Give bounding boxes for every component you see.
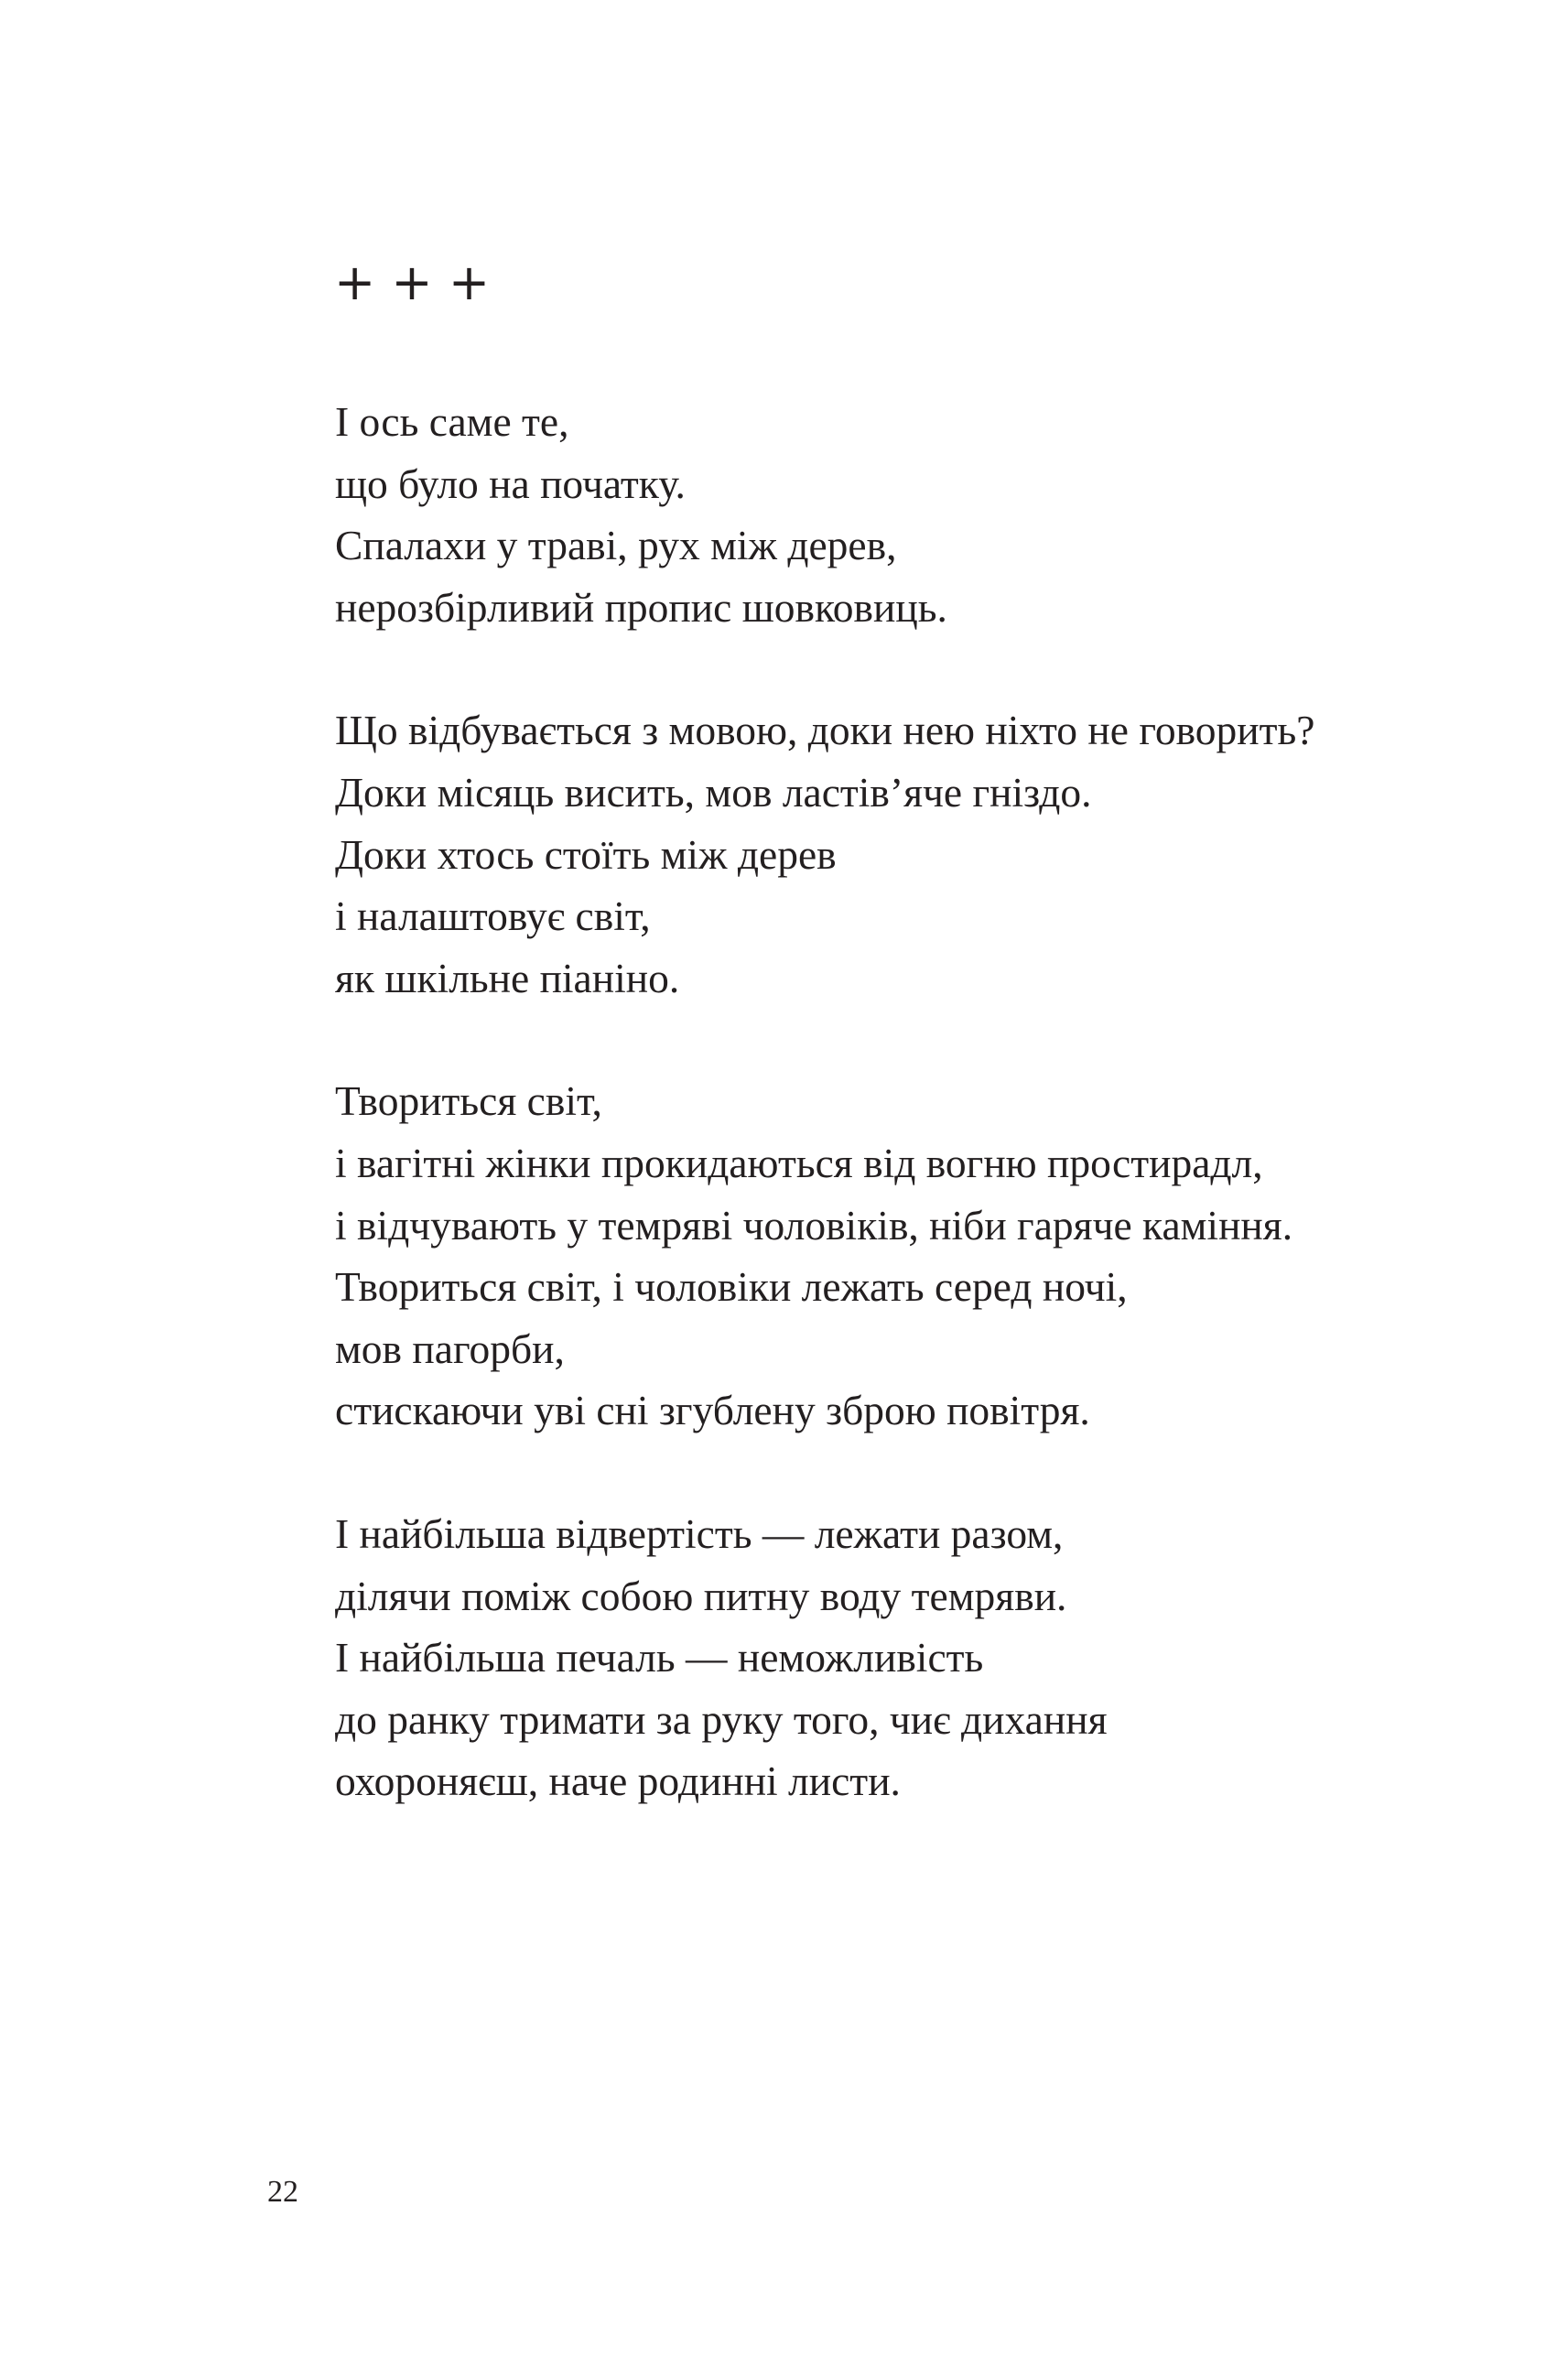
poem-line: Твориться світ, і чоловіки лежать серед ночі, (335, 1263, 1128, 1311)
poem-line: І найбільша відвертість — лежати разом, (335, 1509, 1064, 1557)
poem-line: стискаючи уві сні згублену зброю повітря. (335, 1387, 1090, 1434)
poem-line: І ось саме те, (335, 398, 569, 445)
poem-line: що було на початку. (335, 460, 686, 507)
poem-line: мов пагорби, (335, 1325, 565, 1372)
page-number: 22 (267, 2175, 298, 2209)
stanza-4 (335, 1503, 1479, 1812)
poem (335, 391, 1479, 1874)
stanza-3 (335, 1070, 1479, 1442)
poem-line: Твориться світ, (335, 1077, 602, 1125)
poem-line: нерозбірливий пропис шовковиць. (335, 583, 947, 631)
poem-line: охороняєш, наче родинні листи. (335, 1757, 901, 1805)
poem-line: Що відбувається з мовою, доки нею ніхто не говорить? (335, 707, 1315, 754)
poem-line: Спалахи у траві, рух між дерев, (335, 522, 897, 569)
poem-line: Доки місяць висить, мов ластів’яче гніздо. (335, 768, 1092, 816)
poem-line: до ранку тримати за руку того, чиє дихання (335, 1695, 1108, 1743)
stanza-1 (335, 391, 1479, 638)
poem-line: і вагітні жінки прокидаються від вогню простирадл, (335, 1139, 1263, 1186)
poem-line: І найбільша печаль — неможливість (335, 1634, 984, 1682)
poem-line: і налаштовує світ, (335, 892, 651, 940)
section-ornament: + + + (334, 254, 491, 311)
stanza-2 (335, 699, 1479, 1009)
poem-line: як шкільне піаніно. (335, 954, 680, 1001)
poem-line: Доки хтось стоїть між дерев (335, 830, 837, 878)
poem-line: і відчувають у темряві чоловіків, ніби гаряче каміння. (335, 1201, 1293, 1249)
poem-line: ділячи поміж собою питну воду темряви. (335, 1572, 1067, 1619)
